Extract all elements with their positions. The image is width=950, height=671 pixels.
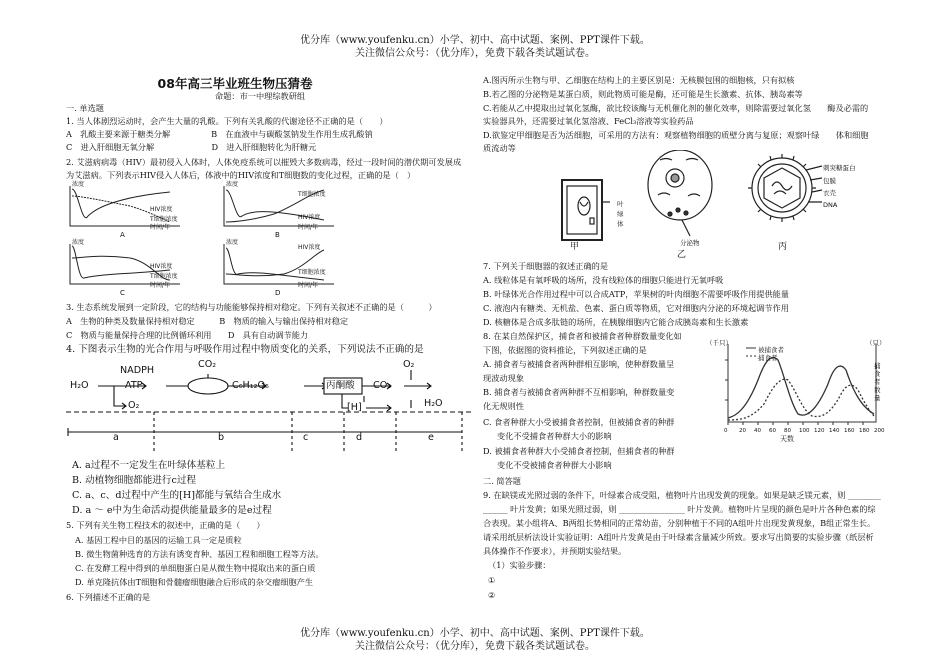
process-atp: ATP (125, 380, 143, 391)
chart-x-tick: 120 (814, 428, 825, 434)
hiv-d-ylabel: 浓度 (226, 239, 239, 246)
stage-b: b (218, 432, 225, 443)
chart-legend-prey: 被捕食者 (758, 346, 784, 354)
chart-x-tick: 160 (844, 428, 855, 434)
hiv-c-ylabel: 浓度 (72, 239, 85, 246)
spike-protein-label: 刺突糖蛋白 (823, 164, 856, 172)
question-4: 4. 下图表示生物的光合作用与呼吸作用过程中物质变化的关系，下列说法不正确的是 (66, 344, 424, 355)
chart-xlabel: 天数 (780, 435, 794, 443)
hiv-b-series-1: T细胞浓度 (298, 191, 326, 198)
cell-jia-label: 甲 (570, 242, 580, 252)
chart-ylabel-right: （只） (866, 339, 886, 347)
question-9-step-1: ① (488, 575, 496, 585)
hiv-c-series-2: T细胞浓度 (150, 273, 178, 280)
question-4-option-b: B. 动植物细胞都能进行c过程 (72, 475, 197, 486)
question-2-line-2: 为艾滋病。下列表示HIV侵入人体后，体液中的HIV浓度和T细胞数的变化过程，正确的是（ ） (66, 170, 416, 180)
question-9-line-3: 合表现。某小组将A、B两组长势相同的正常幼苗，分别种植于不同的A组叶片出现发黄现象，B组正常生长。 (483, 518, 876, 528)
capsid-label: 衣壳 (823, 189, 836, 197)
chart-x-tick: 180 (859, 428, 870, 434)
question-8-option-d-line-2: 变化不受被捕食者种群大小影响 (497, 460, 612, 470)
question-6-option-d-line-1: D.欲鉴定甲细胞是否为活细胞，可采用的方法有：观察植物细胞的质壁分离与复原；观察叶绿 体和细胞 (483, 130, 869, 140)
question-1: 1. 当人体剧烈运动时，会产生大量的乳酸。下列有关乳酸的代谢途径不正确的是（ ） (66, 116, 388, 126)
question-1-options-ab: A 乳酸主要来源于糖类分解 B 在血液中与碳酸氢钠发生作用生成乳酸钠 (66, 129, 373, 139)
cell-yi-label: 乙 (677, 250, 687, 260)
cell-diagrams-figure (560, 150, 860, 250)
question-8-line-1: 8. 在某自然保护区，捕食者和被捕食者种群数量变化如 (483, 331, 682, 341)
hiv-c-xlabel: 时间/年 (150, 282, 171, 289)
footer-line-1: 优分库（www.youfenku.cn）小学、初中、高中试题、案例、PPT课件下载。 (300, 628, 650, 639)
process-nadph: NADPH (120, 365, 155, 376)
paper-title: 08年高三毕业班生物压猜卷 (157, 76, 313, 91)
chart-x-tick: 100 (799, 428, 810, 434)
cell-bing-label: 丙 (778, 242, 788, 252)
question-3-options-cd: C 物质与能量保持合理的比例循环利用 D 具有自动调节能力 (66, 330, 309, 340)
question-9-steps-heading: （1）实验步骤： (488, 560, 551, 570)
process-pyruvate: 丙酮酸 (326, 380, 355, 391)
question-4-option-d: D. a ～ e中为生命活动提供能量最多的是e过程 (72, 505, 272, 516)
question-5: 5. 下列有关生物工程技术的叙述中，正确的是（ ） (66, 520, 265, 530)
virus-bing (748, 154, 822, 222)
question-8-option-a-line-1: A. 捕食者与被捕食者两种群相互影响，使种群数量呈 (483, 359, 675, 369)
question-2-line-1: 2. 艾滋病病毒（HIV）最初侵入人体时，人体免疫系统可以摧毁大多数病毒，经过一段时间的潜伏期可发展成 (66, 157, 462, 167)
hiv-a-series-2: T细胞浓度 (150, 216, 178, 223)
hiv-d-series-1: HIV浓度 (298, 244, 321, 251)
process-h: [H] (347, 402, 362, 413)
hiv-b-series-2: HIV浓度 (298, 214, 321, 221)
section-single-choice: 一. 单选题 (66, 103, 104, 113)
secretion-label: 分泌物 (680, 239, 700, 247)
header-line-1: 优分库（www.youfenku.cn）小学、初中、高中试题、案例、PPT课件下载。 (300, 35, 650, 46)
process-h2o-in: H₂O (70, 380, 89, 391)
question-9-step-2: ② (488, 590, 496, 600)
question-7: 7. 下列关于细胞器的叙述正确的是 (483, 261, 609, 271)
question-6-option-a: A.图丙所示生物与甲、乙细胞在结构上的主要区别是：无核膜包围的细胞核，只有拟核 (483, 75, 795, 85)
process-co2-out: CO₂ (373, 380, 392, 391)
question-4-option-c: C. a、c、d过程中产生的[H]都能与氧结合生成水 (72, 490, 282, 501)
question-8-option-b-line-1: B. 捕食者与被捕食者两种群不互相影响，种群数量变 (483, 387, 675, 397)
paper-author: 命题：市一中理综教研组 (215, 91, 306, 101)
chart-x-tick: 60 (769, 428, 776, 434)
question-9-line-4: 请采用纸层析法设计实验证明：A组叶片发黄是由于叶绿素含量减少所致。要求写出简要的实验步骤（纸层析 (483, 532, 874, 542)
question-3: 3. 生态系统发展到一定阶段，它的结构与功能能够保持相对稳定。下列有关叙述不正确的是（ ） (66, 302, 437, 312)
question-1-options-cd: C 进入肝细胞无氧分解 D 进入肝细胞转化为肝糖元 (66, 142, 317, 152)
envelope-label: 包膜 (823, 177, 836, 185)
question-8-option-c-line-1: C. 食者种群大小受被捕食者控制，但被捕食者的种群 (483, 417, 675, 427)
stage-e: e (428, 432, 434, 443)
question-6: 6. 下列描述不正确的是 (66, 592, 151, 602)
hiv-c-series-1: HIV浓度 (150, 263, 173, 270)
hiv-d-series-2: T细胞浓度 (298, 269, 326, 276)
question-6-option-c-line-2: 实验器具外，还需要过氧化氢溶液、FeCl₃溶液等实验药品 (483, 116, 694, 126)
question-7-option-b: B. 叶绿体光合作用过程中可以合成ATP，苹果树的叶肉细胞不需要呼吸作用提供能量 (483, 289, 790, 299)
chart-ylabel-left: （千只） (706, 339, 732, 347)
question-8-option-a-line-2: 现波动现象 (483, 373, 524, 383)
hiv-panel-a-label: A (120, 231, 125, 239)
question-6-option-b: B.若乙图的分泌物是某蛋白质，则此物质可能是酶，还可能是生长激素、抗体、胰岛素等 (483, 89, 803, 99)
question-5-option-c: C. 在发酵工程中得到的单细胞蛋白是从微生物中提取出来的蛋白质 (75, 563, 316, 573)
chart-x-tick: 200 (874, 428, 885, 434)
question-7-option-c: C. 液泡内有糖类、无机盐、色素、蛋白质等物质，它对细胞内分泌的环境起调节作用 (483, 303, 789, 313)
chart-right-axis-title: 捕食者数量 (874, 362, 881, 402)
question-7-option-d: D. 核糖体是合成多肽链的场所，在胰腺细胞内它能合成胰岛素和生长激素 (483, 317, 749, 327)
question-9-line-5: 具体操作不作要求），并预期实验结果。 (483, 546, 627, 556)
hiv-b-ylabel: 浓度 (226, 181, 239, 188)
process-h2o-out: H₂O (424, 398, 443, 409)
question-8-option-b-line-2: 化无规则性 (483, 401, 524, 411)
hiv-b-xlabel: 时间/年 (298, 224, 319, 231)
question-6-option-c-line-1: C.若能从乙中提取出过氧化氢酶，欲比较该酶与无机催化剂的催化效率，则除需要过氧化氢 酶及必需的 (483, 103, 869, 113)
question-8-option-c-line-2: 变化不受捕食者种群大小的影响 (497, 431, 612, 441)
chloroplast-label: 叶绿体 (617, 200, 624, 228)
hiv-d-xlabel: 时间/年 (298, 282, 319, 289)
question-5-option-d: D. 单克隆抗体由T细胞和骨髓瘤细胞融合后形成的杂交瘤细胞产生 (75, 577, 314, 587)
prey-line (728, 357, 874, 418)
dna-label: DNA (823, 201, 838, 209)
process-glucose: C₆H₁₂O₆ (232, 380, 269, 391)
question-5-option-a: A. 基因工程中目的基因的运输工具一定是质粒 (75, 535, 242, 545)
section-short-answer: 二. 简答题 (483, 476, 521, 486)
hiv-a-series-1: HIV浓度 (150, 206, 173, 213)
process-o2-out: O₂ (128, 400, 140, 411)
plant-cell-jia (562, 180, 610, 240)
stage-c: c (303, 432, 309, 443)
chart-x-tick: 140 (829, 428, 840, 434)
chart-x-tick: 20 (739, 428, 746, 434)
animal-cell-yi (648, 150, 712, 236)
process-co2-in: CO₂ (198, 359, 217, 370)
stage-d: d (356, 432, 363, 443)
question-4-option-a: A. a过程不一定发生在叶绿体基粒上 (72, 460, 226, 471)
hiv-panel-d-label: D (275, 289, 281, 297)
chart-x-tick: 0 (724, 428, 728, 434)
footer-line-2: 关注微信公众号：（优分库），免费下载各类试题试卷。 (355, 641, 595, 652)
hiv-panel-b-label: B (275, 231, 280, 239)
question-5-option-b: B. 微生物菌种选育的方法有诱变育种、基因工程和细胞工程等方法。 (75, 549, 324, 559)
question-9-line-2: ______ 叶片发黄；如果光照过弱，则 ________________ 叶片发黄。植物叶片呈现的颜色是叶片各种色素的综 (483, 504, 876, 514)
question-6-option-d-line-2: 质流动等 (483, 143, 516, 153)
stage-a: a (113, 432, 119, 443)
process-o2-in: O₂ (403, 359, 415, 370)
chart-legend-predator: 捕食者 (758, 354, 778, 362)
chart-x-tick: 40 (754, 428, 761, 434)
question-8-line-2: 下图，依据图的资料推论，下列叙述正确的是 (483, 345, 647, 355)
chart-x-tick: 80 (784, 428, 791, 434)
question-8-option-d-line-1: D. 被捕食者种群大小受捕食者控制，但捕食者的种群 (483, 446, 675, 456)
question-7-option-a: A. 线粒体是有氧呼吸的场所，没有线粒体的细胞只能进行无氧呼吸 (483, 275, 724, 285)
hiv-panel-c-label: C (120, 289, 125, 297)
hiv-a-ylabel: 浓度 (72, 181, 85, 188)
header-line-2: 关注微信公众号：（优分库），免费下载各类试题试卷。 (355, 48, 595, 59)
hiv-a-xlabel: 时间/年 (150, 224, 171, 231)
question-3-options-ab: A 生物的种类及数量保持相对稳定 B 物质的输入与输出保持相对稳定 (66, 316, 349, 326)
question-9-line-1: 9. 在缺镁或光照过弱的条件下，叶绿素合成受阻，植物叶片出现发黄的现象。如果是缺乏镁元素，则 ________ (483, 490, 881, 500)
